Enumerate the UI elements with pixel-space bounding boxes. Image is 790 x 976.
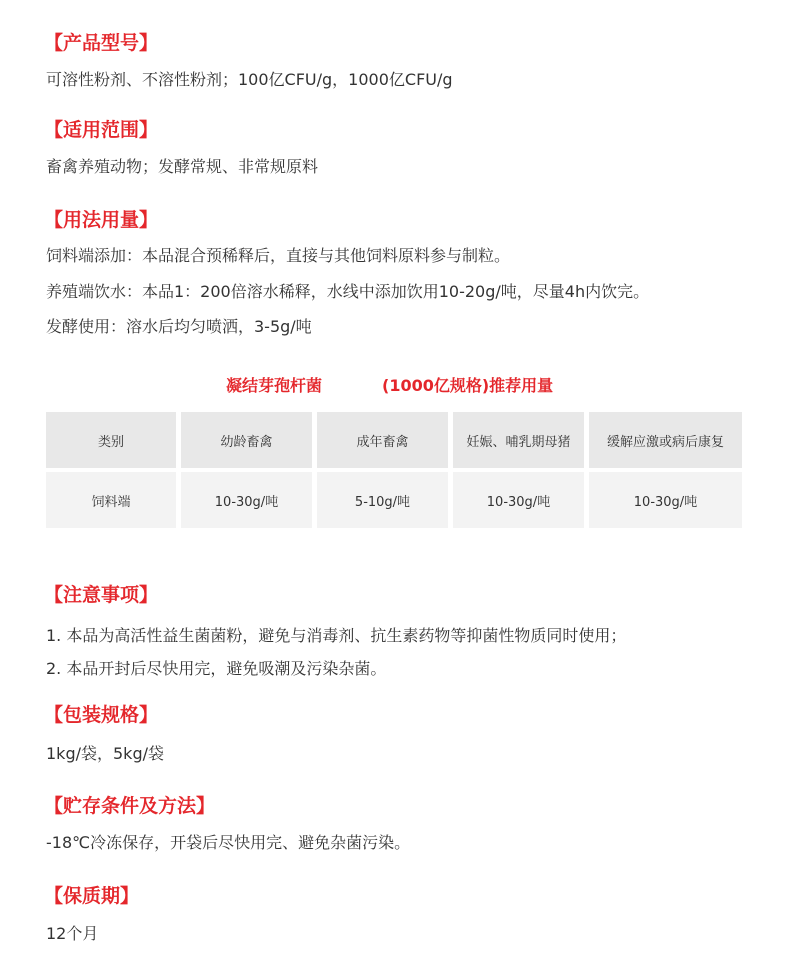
table-header-recovery: 缓解应激或病后康复 [589, 412, 742, 468]
section-title-scope: 【适用范围】 [44, 119, 159, 141]
table-header-category: 类别 [46, 412, 176, 468]
usage-line-1: 饲料端添加：本品混合预稀释后，直接与其他饲料原料参与制粒。 [46, 246, 511, 265]
section-title-package: 【包装规格】 [44, 704, 159, 726]
section-title-usage: 【用法用量】 [44, 209, 159, 231]
section-title-notes: 【注意事项】 [44, 584, 159, 606]
table-header-young: 幼龄畜禽 [181, 412, 312, 468]
table-title-left: 凝结芽孢杆菌 [226, 376, 323, 395]
usage-line-2: 养殖端饮水：本品1：200倍溶水稀释，水线中添加饮用10-20g/吨，尽量4h内饮完。 [46, 282, 650, 301]
scope-line-1: 畜禽养殖动物；发酵常规、非常规原料 [46, 157, 319, 176]
section-title-shelf: 【保质期】 [44, 885, 140, 907]
table-cell-recovery: 10-30g/吨 [589, 472, 742, 528]
notes-line-2: 2. 本品开封后尽快用完，避免吸潮及污染杂菌。 [46, 659, 387, 678]
table-cell-adult: 5-10g/吨 [317, 472, 448, 528]
dosage-table [46, 412, 742, 528]
shelf-line-1: 12个月 [46, 924, 99, 943]
notes-line-1: 1. 本品为高活性益生菌菌粉，避免与消毒剂、抗生素药物等抑菌性物质同时使用； [46, 626, 627, 645]
usage-line-3: 发酵使用：溶水后均匀喷洒，3-5g/吨 [46, 317, 312, 336]
table-cell-young: 10-30g/吨 [181, 472, 312, 528]
table-title-right: (1000亿规格)推荐用量 [382, 376, 554, 395]
table-cell-sow: 10-30g/吨 [453, 472, 584, 528]
storage-line-1: -18℃冷冻保存，开袋后尽快用完、避免杂菌污染。 [46, 833, 411, 852]
table-cell-category: 饲料端 [46, 472, 176, 528]
table-header-adult: 成年畜禽 [317, 412, 448, 468]
section-title-storage: 【贮存条件及方法】 [44, 795, 216, 817]
model-line-1: 可溶性粉剂、不溶性粉剂；100亿CFU/g，1000亿CFU/g [46, 70, 453, 89]
package-line-1: 1kg/袋，5kg/袋 [46, 744, 164, 763]
section-title-model: 【产品型号】 [44, 32, 159, 54]
table-header-sow: 妊娠、哺乳期母猪 [453, 412, 584, 468]
